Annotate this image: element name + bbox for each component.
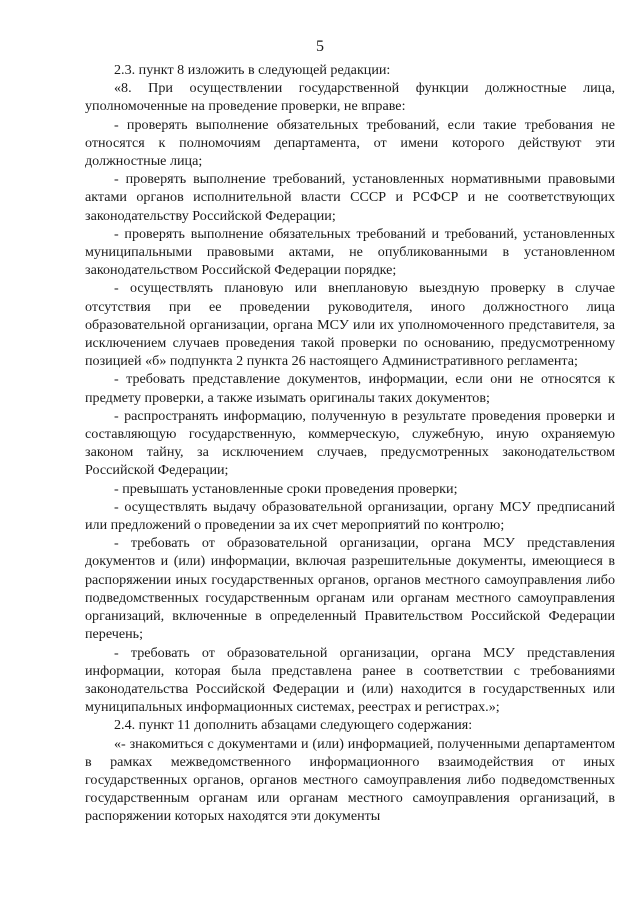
paragraph-2-3-heading: 2.3. пункт 8 изложить в следующей редакции: bbox=[114, 62, 391, 78]
list-item: - превышать установленные сроки проведения проверки; bbox=[114, 480, 458, 497]
paragraph-2-4-heading: 2.4. пункт 11 дополнить абзацами следующего содержания: bbox=[114, 717, 473, 734]
list-item: - требовать от образовательной организации, органа МСУ представления документов и (или) информации, включая разрешительные документы, имеющиеся в распоряжении иных государственных органов, органов местного самоуправления либо подведомственных государственным органам или органам местного самоуправления организаций, включенные в определенный Правительством Российской Федерации перечень; bbox=[85, 535, 615, 643]
page-number: 5 bbox=[316, 38, 324, 55]
list-item: - требовать представление документов, информации, если они не относятся к предмету проверки, а также изымать оригиналы таких документов; bbox=[85, 371, 615, 406]
document-body bbox=[85, 61, 615, 826]
list-item: - распространять информацию, полученную в результате проведения проверки и составляющую государственную, коммерческую, служебную, иную охраняемую законом тайну, за исключением случаев, предусмотренных законодательством Российской Федерации; bbox=[85, 407, 615, 479]
list-item: - осуществлять выдачу образовательной организации, органу МСУ предписаний или предложений о проведении за их счет мероприятий по контролю; bbox=[85, 498, 615, 534]
list-item: - проверять выполнение обязательных требований и требований, установленных муниципальными правовыми актами, не опубликованными в установленном законодательством Российской Федерации порядке; bbox=[85, 225, 615, 279]
list-item: - требовать от образовательной организации, органа МСУ представления информации, которая была представлена ранее в соответствии с требованиями законодательства Российской Федерации и (или) находится в государственных или муниципальных информационных системах, реестрах и регистрах.»; bbox=[85, 644, 615, 716]
list-item: - проверять выполнение требований, установленных нормативными правовыми актами органов исполнительной власти СССР и РСФСР и не соответствующих законодательству Российской Федерации; bbox=[85, 171, 615, 224]
list-item: «- знакомиться с документами и (или) информацией, полученными департаментом в рамках межведомственного информационного взаимодействия от иных государственных органов, органов местного самоуправления либо подведомственных государственным органам или органам местного самоуправления организаций, в распоряжении которых находятся эти документы bbox=[85, 735, 615, 825]
list-item: - осуществлять плановую или внеплановую выездную проверку в случае отсутствия при ее проведении руководителя, иного должностного лица образовательной организации, органа МСУ или их уполномоченного представителя, за исключением случаев проведения такой проверки по основанию, предусмотренному позицией «б» подпункта 2 пункта 26 настоящего Административного регламента; bbox=[85, 280, 615, 370]
list-item: - проверять выполнение обязательных требований, если такие требования не относятся к полномочиям департамента, от имени которого действуют эти должностные лица; bbox=[85, 116, 615, 170]
paragraph-8-intro: «8. При осуществлении государственной функции должностные лица, уполномоченные на проведение проверки, не вправе: bbox=[85, 80, 615, 115]
